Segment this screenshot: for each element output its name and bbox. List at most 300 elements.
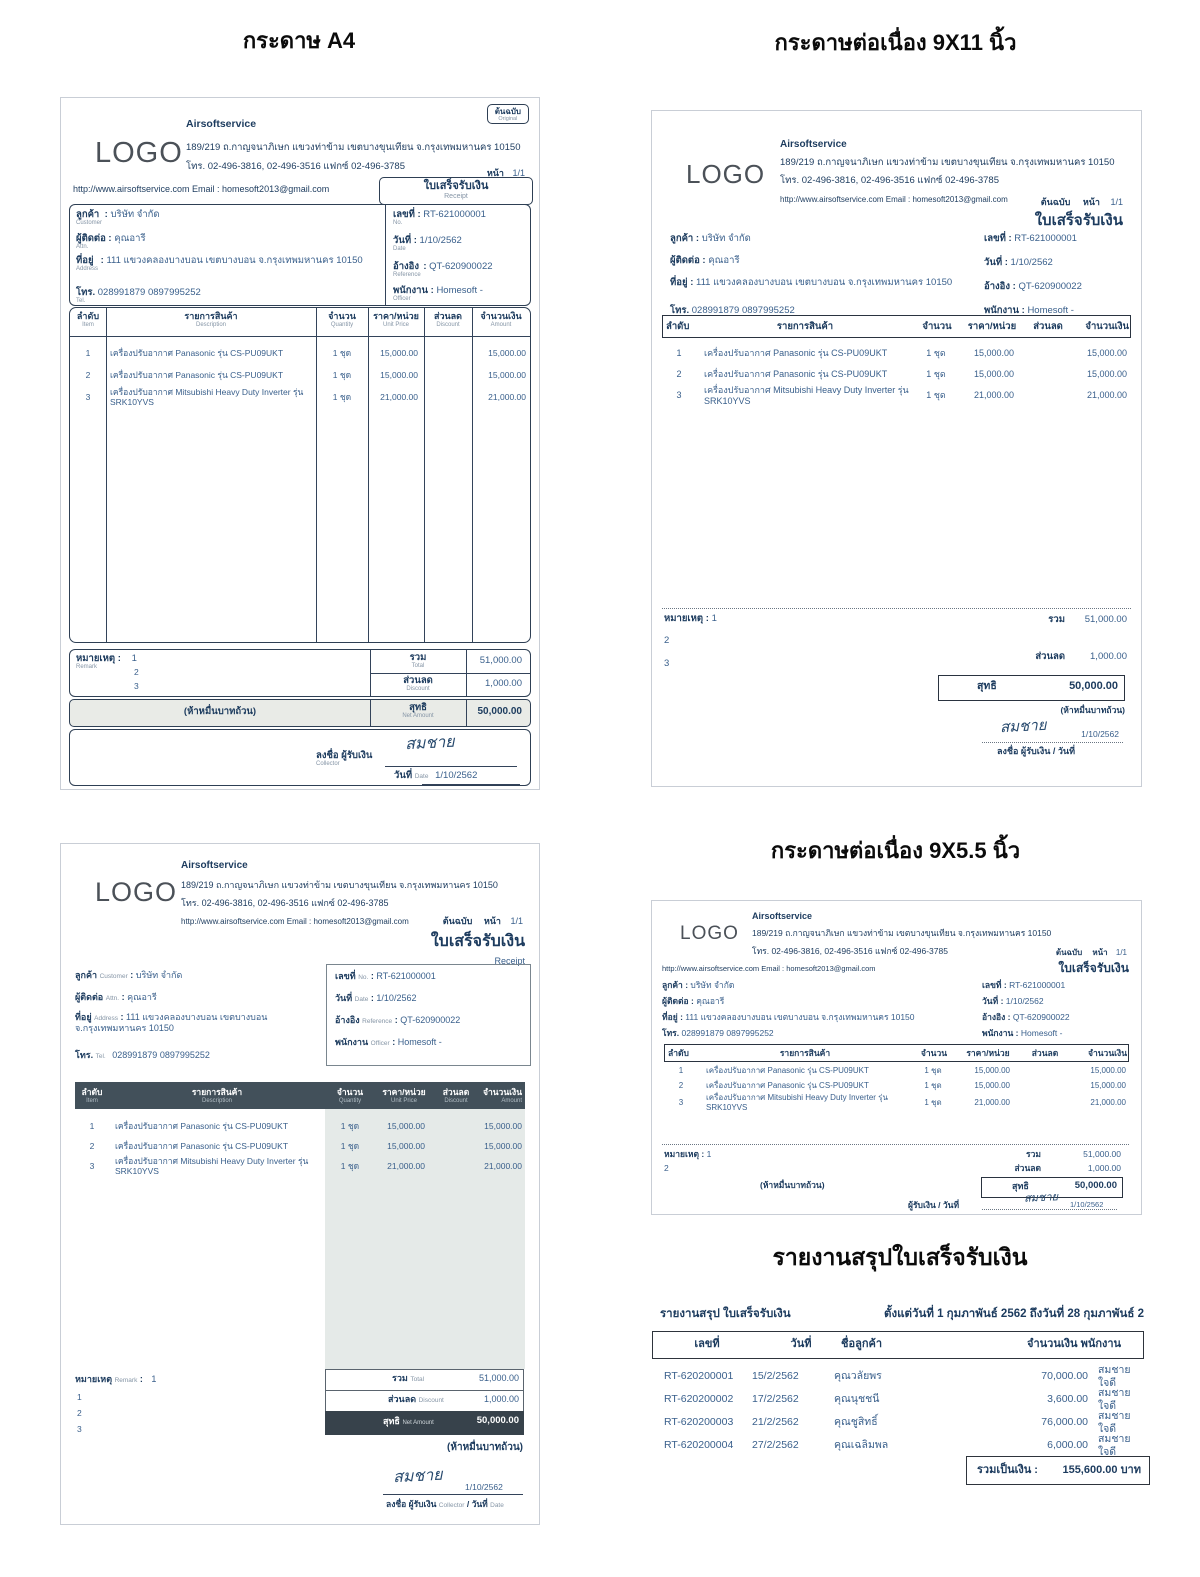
label: อ้างอิง (393, 261, 420, 272)
contact-line: ผู้ติดต่อ : คุณอารี (670, 255, 740, 266)
item-unit: 21,000.00 (380, 391, 418, 402)
items-table-header (664, 1044, 1129, 1062)
item-qty: 1 ชุด (332, 391, 352, 402)
label: โทร. (76, 287, 96, 298)
row-date: 27/2/2562 (752, 1439, 799, 1452)
label: ผู้ติดต่อ (76, 233, 106, 244)
remark-1: 1 (711, 613, 717, 624)
col-unit: ราคา/หน่วย (966, 1047, 1010, 1058)
row-amount: 70,000.00 (1041, 1370, 1088, 1383)
label: ลูกค้า (76, 209, 100, 220)
item-no: 1 (89, 1120, 95, 1131)
col-item: ลำดับ Item (81, 1087, 103, 1104)
original-page-indicator: ต้นฉบับ หน้า 1/1 (1055, 948, 1127, 957)
col-desc: รายการสินค้า Description (184, 311, 238, 328)
table-row (662, 385, 1131, 405)
total-label: รวม (1048, 614, 1065, 625)
date-line: วันที่ : 1/10/2562 (984, 257, 1053, 268)
col-qty: จำนวน Quantity (336, 1087, 364, 1104)
item-no: 3 (89, 1161, 95, 1172)
original-label: ต้นฉบับ (494, 107, 521, 116)
label: วันที่ (393, 235, 412, 246)
item-amount: 15,000.00 (484, 1140, 522, 1151)
company-address: 189/219 ถ.กาญจนาภิเษก แขวงท่าข้าม เขตบางขุนเทียน จ.กรุงเทพมหานคร 10150 (780, 157, 1115, 168)
table-row (70, 386, 530, 408)
colon: : (104, 209, 108, 220)
discount-label: ส่วนลด Discount (388, 1394, 444, 1404)
item-qty: 1 ชุด (926, 390, 946, 401)
net-value: 50,000.00 (477, 706, 522, 717)
label-en: Remark (76, 664, 98, 671)
col-disc: ส่วนลด (1031, 1047, 1059, 1058)
officer-line: พนักงาน : Homesoft - (982, 1028, 1063, 1038)
item-unit: 15,000.00 (973, 347, 1014, 358)
contact-line (76, 233, 146, 250)
company-address: 189/219 ถ.กาญจนาภิเษก แขวงท่าข้าม เขตบางขุนเทียน จ.กรุงเทพมหานคร 10150 (752, 928, 1052, 938)
company-phone: โทร. 02-496-3816, 02-496-3516 แฟกซ์ 02-496-3785 (780, 175, 999, 186)
row-no: RT-620200003 (664, 1416, 734, 1429)
table-row (664, 1063, 1129, 1078)
remark-3: 3 (77, 1424, 82, 1434)
item-amount: 15,000.00 (488, 347, 526, 358)
row-date: 17/2/2562 (752, 1393, 799, 1406)
table-row (662, 343, 1131, 363)
row-customer: คุณนุชชนี (834, 1393, 880, 1406)
net-amount-box (938, 675, 1125, 701)
col-desc: รายการสินค้า (779, 1047, 831, 1058)
ref-line (393, 261, 493, 278)
item-amount: 15,000.00 (1086, 347, 1127, 358)
item-amount: 15,000.00 (1090, 1080, 1126, 1090)
net-label: สุทธิ Net Amount (383, 1416, 434, 1426)
row-officer: สมชาย ใจดี (1098, 1433, 1131, 1458)
officer-line (393, 285, 483, 302)
remark-2: 2 (77, 1408, 82, 1418)
row-date: 21/2/2562 (752, 1416, 799, 1429)
item-qty: 1 ชุด (332, 369, 352, 380)
col-qty: จำนวน Quantity (328, 311, 356, 328)
label: เลขที่ (393, 209, 415, 220)
item-desc: เครื่องปรับอากาศ Mitsubishi Heavy Duty Inverter รุ่น SRK10YVS (704, 385, 909, 406)
original-page-indicator (1041, 197, 1123, 208)
signature-line (383, 1494, 523, 1495)
row-date: 15/2/2562 (752, 1370, 799, 1383)
item-qty: 1 ชุด (340, 1120, 360, 1131)
item-qty: 1 ชุด (924, 1097, 942, 1107)
row-customer: คุณวลัยพร (834, 1370, 882, 1383)
row-amount: 3,600.00 (1047, 1393, 1088, 1406)
col-no: เลขที่ (694, 1338, 720, 1351)
docno-line: เลขที่ : RT-621000001 (982, 980, 1066, 990)
table-row (662, 364, 1131, 384)
company-web: http://www.airsoftservice.com Email : homesoft2013@gmail.com (780, 195, 1008, 204)
item-no: 1 (85, 347, 91, 358)
col-disc: ส่วนลด (1033, 320, 1063, 332)
label-en: Attn. (76, 244, 89, 251)
item-no: 2 (676, 368, 682, 379)
report-total-box (966, 1456, 1150, 1485)
col-amount: จำนวนเงิน Amount (480, 311, 522, 328)
remark-2: 2 (134, 667, 139, 677)
sign-label: ผู้รับเงิน / วันที่ (908, 1200, 960, 1210)
doc-title: ใบเสร็จรับเงิน (423, 180, 489, 192)
report-row (652, 1387, 1144, 1412)
col-item: ลำดับ (668, 1047, 689, 1058)
company-logo: LOGO (95, 877, 178, 907)
sign-label: ลงชื่อ ผู้รับเงิน Collector (316, 750, 373, 768)
item-amount: 21,000.00 (1086, 390, 1127, 401)
page-label: หน้า (1082, 197, 1100, 207)
doc-title: ใบเสร็จรับเงิน (430, 933, 525, 950)
report-subtitle: รายงานสรุป ใบเสร็จรับเงิน (660, 1308, 791, 1320)
label: พนักงาน (393, 285, 428, 296)
divider (385, 205, 386, 305)
customer-line: ลูกค้า Customer : บริษัท จำกัด (75, 970, 183, 980)
tel-line: โทร. 028991879 0897995252 (670, 305, 795, 316)
doc-title-en: Receipt (444, 192, 468, 200)
sign-date-line (394, 770, 477, 781)
divider (662, 608, 1131, 609)
docno-line: เลขที่ No. : RT-621000001 (335, 971, 436, 981)
label-en: Officer (393, 296, 411, 303)
receipt-9x55 (651, 900, 1142, 1215)
row-officer: สมชาย ใจดี (1098, 1410, 1131, 1435)
item-qty: 1 ชุด (926, 368, 946, 379)
colon: : (417, 209, 421, 220)
item-unit: 21,000.00 (973, 390, 1014, 401)
row-customer: คุณเฉลิมพล (834, 1439, 889, 1452)
colon: : (100, 255, 104, 266)
sign-date-value: 1/10/2562 (1070, 1200, 1104, 1209)
customer-line: ลูกค้า : บริษัท จำกัด (662, 980, 735, 990)
items-table (69, 307, 531, 643)
item-qty: 1 ชุด (332, 347, 352, 358)
remark-total-box (69, 649, 531, 697)
col-amount: จำนวนเงิน (1085, 320, 1129, 332)
label-en: No. (393, 220, 403, 227)
item-unit: 15,000.00 (974, 1065, 1010, 1075)
ref-line: อ้างอิง Reference : QT-620900022 (335, 1015, 461, 1025)
label-en: Date (393, 246, 406, 253)
company-phone: โทร. 02-496-3816, 02-496-3516 แฟกซ์ 02-496-3785 (181, 898, 389, 908)
col-disc: ส่วนลด Discount (433, 311, 463, 328)
col-amount: จำนวนเงิน Amount (482, 1087, 522, 1104)
customer-info-box (69, 204, 531, 306)
label: วันที่ (394, 770, 413, 781)
page-label: หน้า (486, 168, 504, 178)
page-value: 1/1 (1110, 197, 1123, 207)
signature-line (982, 742, 1123, 743)
sign-date-value: 1/10/2562 (465, 1482, 503, 1492)
total-value: 155,600.00 (1062, 1463, 1118, 1476)
row-customer: คุณชูสิทธิ์ (834, 1416, 878, 1429)
items-table-header (75, 1082, 525, 1109)
col-item: ลำดับ Item (76, 311, 100, 328)
signature-box (69, 729, 531, 786)
item-unit: 15,000.00 (380, 369, 418, 380)
value: 028991879 0897995252 (97, 287, 201, 298)
remark-3: 3 (664, 658, 670, 669)
item-no: 2 (678, 1080, 684, 1090)
row-officer: สมชาย ใจดี (1098, 1364, 1131, 1389)
signature-line (982, 1209, 1117, 1210)
page-value: 1/1 (512, 168, 525, 178)
item-desc: เครื่องปรับอากาศ Mitsubishi Heavy Duty Inverter รุ่น SRK10YVS (115, 1156, 309, 1177)
row-no: RT-620200004 (664, 1439, 734, 1452)
value: QT-620900022 (429, 261, 493, 272)
total-label: รวม Total (392, 1373, 425, 1383)
item-desc: เครื่องปรับอากาศ Mitsubishi Heavy Duty Inverter รุ่น SRK10YVS (110, 386, 304, 407)
item-desc: เครื่องปรับอากาศ Panasonic รุ่น CS-PU09UKT (706, 1080, 869, 1090)
company-logo: LOGO (95, 137, 183, 169)
discount-label: ส่วนลด (1035, 651, 1065, 662)
table-row (75, 1136, 525, 1156)
net-amount-box (69, 699, 531, 727)
item-no: 3 (85, 391, 91, 402)
colon: : (117, 653, 121, 664)
date-line: วันที่ : 1/10/2562 (982, 996, 1044, 1006)
sign-label: ลงชื่อ ผู้รับเงิน Collector / วันที่ Date (386, 1499, 504, 1509)
total-value: 51,000.00 (1083, 1149, 1121, 1159)
receipt-title-tab (379, 177, 533, 205)
company-name: Airsoftservice (780, 139, 847, 150)
net-amount-text: (ห้าหมื่นบาทถ้วน) (183, 706, 257, 717)
company-name: Airsoftservice (752, 911, 813, 921)
sign-date-value: 1/10/2562 (1081, 729, 1119, 739)
date-line: วันที่ Date : 1/10/2562 (335, 993, 417, 1003)
signature: สมชาย (1023, 1190, 1059, 1205)
item-desc: เครื่องปรับอากาศ Panasonic รุ่น CS-PU09UKT (704, 347, 888, 358)
officer-line: พนักงาน : Homesoft - (984, 305, 1074, 316)
date-line (422, 784, 520, 785)
value: RT-621000001 (423, 209, 486, 220)
value: 111 แขวงคลองบางบอน เขตบางบอน จ.กรุงเทพมหานคร 10150 (106, 255, 363, 266)
item-no: 3 (676, 390, 682, 401)
item-no: 3 (678, 1097, 684, 1107)
item-amount: 15,000.00 (1090, 1065, 1126, 1075)
item-desc: เครื่องปรับอากาศ Panasonic รุ่น CS-PU09UKT (704, 368, 888, 379)
remark-line: หมายเหตุ : 1 (664, 1149, 712, 1159)
table-row (70, 342, 530, 364)
row-no: RT-620200002 (664, 1393, 734, 1406)
item-unit: 21,000.00 (387, 1161, 425, 1172)
total-unit: บาท (1120, 1463, 1141, 1476)
item-no: 1 (676, 347, 682, 358)
company-name: Airsoftservice (186, 118, 257, 130)
table-row (75, 1116, 525, 1136)
value: บริษัท จำกัด (110, 209, 160, 220)
item-amount: 15,000.00 (1086, 368, 1127, 379)
date-line (393, 235, 462, 252)
ref-line: อ้างอิง : QT-620900022 (984, 281, 1082, 292)
receipt-dark (60, 843, 540, 1525)
item-no: 2 (89, 1140, 95, 1151)
label: ที่อยู่ (76, 255, 94, 266)
doc-title: ใบเสร็จรับเงิน (1034, 212, 1123, 229)
discount-value: 1,000.00 (1087, 1163, 1121, 1173)
net-label: สุทธิ Net Amount (402, 702, 434, 720)
value: คุณอารี (114, 233, 146, 244)
report-table-header (652, 1331, 1144, 1359)
net-value: 50,000.00 (1069, 680, 1118, 692)
label-en: Date (414, 773, 429, 780)
col-customer: ชื่อลูกค้า (841, 1338, 883, 1351)
item-amount: 15,000.00 (488, 369, 526, 380)
col-desc: รายการสินค้า (776, 320, 834, 332)
divider (370, 673, 530, 674)
value: Homesoft - (436, 285, 483, 296)
col-qty: จำนวน (920, 1047, 948, 1058)
remark-inline: 1 (151, 1374, 157, 1384)
remark-2: 2 (664, 1163, 669, 1173)
customer-line (76, 209, 160, 226)
discount-row (325, 1390, 524, 1413)
col-unit: ราคา/หน่วย (967, 320, 1017, 332)
item-unit: 15,000.00 (380, 347, 418, 358)
label: หมายเหตุ (76, 653, 116, 664)
section-title-a4: กระดาษ A4 (242, 28, 356, 53)
ref-line: อ้างอิง : QT-620900022 (982, 1012, 1070, 1022)
net-row (325, 1411, 524, 1435)
remark-2: 2 (664, 635, 670, 646)
receipt-summary-report (650, 1238, 1150, 1577)
colon: : (430, 285, 434, 296)
company-web: http://www.airsoftservice.com Email : homesoft2013@gmail.com (181, 917, 409, 926)
company-name: Airsoftservice (181, 860, 248, 871)
col-amount: จำนวนเงิน (1087, 1047, 1127, 1058)
col-qty: จำนวน (922, 320, 952, 332)
label-en: Customer (76, 220, 103, 227)
company-address: 189/219 ถ.กาญจนาภิเษก แขวงท่าข้าม เขตบางขุนเทียน จ.กรุงเทพมหานคร 10150 (181, 880, 498, 890)
sign-label: ลงชื่อ ผู้รับเงิน / วันที่ (997, 746, 1076, 756)
total-value-group (1062, 1464, 1149, 1477)
report-date-range: ตั้งแต่วันที่ 1 กุมภาพันธ์ 2562 ถึงวันที่ 28 กุมภาพันธ์ 2 (884, 1308, 1144, 1320)
col-amount-officer: จำนวนเงิน พนักงาน (1027, 1338, 1122, 1351)
row-officer: สมชาย ใจดี (1098, 1387, 1131, 1412)
item-desc: เครื่องปรับอากาศ Panasonic รุ่น CS-PU09UKT (110, 347, 284, 358)
table-row (664, 1093, 1129, 1112)
item-qty: 1 ชุด (924, 1080, 942, 1090)
section-title-9x55: กระดาษต่อเนื่อง 9X5.5 นิ้ว (770, 838, 1021, 863)
remark-1: 1 (77, 1392, 82, 1402)
discount-value: 1,000.00 (485, 678, 522, 689)
signature: สมชาย (999, 715, 1047, 737)
receipt-a4 (60, 97, 540, 790)
original-label-en: Original (498, 115, 518, 122)
address-line: ที่อยู่ : 111 แขวงคลองบางบอน เขตบางบอน จ.กรุงเทพมหานคร 10150 (670, 277, 953, 288)
report-row (652, 1433, 1144, 1458)
item-desc: เครื่องปรับอากาศ Mitsubishi Heavy Duty Inverter รุ่น SRK10YVS (706, 1093, 888, 1112)
tel-line: โทร. Tel. 028991879 0897995252 (75, 1050, 210, 1060)
company-address: 189/219 ถ.กาญจนาภิเษก แขวงท่าข้าม เขตบางขุนเทียน จ.กรุงเทพมหานคร 10150 (186, 142, 521, 153)
discount-label: ส่วนลด Discount (403, 675, 433, 693)
original-page-indicator: ต้นฉบับ หน้า 1/1 (442, 916, 523, 926)
report-row (652, 1410, 1144, 1435)
receipt-9x11 (651, 110, 1142, 787)
item-unit: 15,000.00 (387, 1140, 425, 1151)
item-no: 1 (678, 1065, 684, 1075)
contact-line: ผู้ติดต่อ Attn. : คุณอารี (75, 992, 157, 1002)
item-desc: เครื่องปรับอากาศ Panasonic รุ่น CS-PU09UKT (110, 369, 284, 380)
item-desc: เครื่องปรับอากาศ Panasonic รุ่น CS-PU09UKT (706, 1065, 869, 1075)
signature-line (385, 766, 517, 767)
address-line: ที่อยู่ Address : 111 แขวงคลองบางบอน เขตบางบอน จ.กรุงเทพมหานคร 10150 (75, 1012, 268, 1033)
col-item: ลำดับ (666, 320, 690, 332)
col-unit: ราคา/หน่วย Unit Price (382, 1087, 426, 1104)
net-amount-text: (ห้าหมื่นบาทถ้วน) (1060, 705, 1125, 715)
row-amount: 6,000.00 (1047, 1439, 1088, 1452)
row-amount: 76,000.00 (1041, 1416, 1088, 1429)
net-amount-text: (ห้าหมื่นบาทถ้วน) (447, 1442, 523, 1453)
value: 1/10/2562 (419, 235, 462, 246)
item-no: 2 (85, 369, 91, 380)
item-qty: 1 ชุด (924, 1065, 942, 1075)
report-title: รายงานสรุปใบเสร็จรับเงิน (772, 1244, 1028, 1270)
items-table-header (70, 308, 530, 337)
remark-3: 3 (134, 681, 139, 691)
tel-line (76, 287, 201, 304)
total-label: รวมเป็นเงิน : (977, 1463, 1038, 1476)
item-qty: 1 ชุด (926, 347, 946, 358)
value: 1/10/2562 (435, 770, 478, 781)
colon: : (413, 235, 417, 246)
address-line: ที่อยู่ : 111 แขวงคลองบางบอน เขตบางบอน จ.กรุงเทพมหานคร 10150 (662, 1012, 915, 1022)
item-amount: 15,000.00 (484, 1120, 522, 1131)
doc-info-box (326, 964, 531, 1066)
report-row (652, 1364, 1144, 1389)
item-desc: เครื่องปรับอากาศ Panasonic รุ่น CS-PU09UKT (115, 1140, 289, 1151)
doc-title-en: Receipt (494, 956, 525, 966)
net-amount-text: (ห้าหมื่นบาทถ้วน) (760, 1180, 825, 1190)
divider (662, 1144, 1129, 1145)
signature: สมชาย (404, 731, 455, 754)
net-value: 50,000.00 (476, 1415, 519, 1426)
officer-line: พนักงาน Officer : Homesoft - (335, 1037, 442, 1047)
docno-line (393, 209, 486, 226)
item-unit: 15,000.00 (387, 1120, 425, 1131)
net-label: สุทธิ (977, 680, 997, 692)
label-en: Address (76, 266, 99, 273)
doc-title: ใบเสร็จรับเงิน (1058, 961, 1129, 975)
row-no: RT-620200001 (664, 1370, 734, 1383)
item-qty: 1 ชุด (340, 1140, 360, 1151)
item-unit: 15,000.00 (974, 1080, 1010, 1090)
company-web: http://www.airsoftservice.com Email : homesoft2013@gmail.com (662, 964, 876, 973)
net-label: สุทธิ (1012, 1181, 1029, 1191)
docno-line: เลขที่ : RT-621000001 (984, 233, 1077, 244)
company-logo: LOGO (686, 159, 766, 189)
table-row (75, 1156, 525, 1176)
company-phone: โทร. 02-496-3816, 02-496-3516 แฟกซ์ 02-496-3785 (752, 946, 948, 956)
item-unit: 15,000.00 (973, 368, 1014, 379)
total-value: 51,000.00 (479, 655, 522, 666)
remark-line: หมายเหตุ : 1 (664, 613, 717, 624)
item-desc: เครื่องปรับอากาศ Panasonic รุ่น CS-PU09UKT (115, 1120, 289, 1131)
col-unit: ราคา/หน่วย Unit Price (373, 311, 419, 328)
table-row (664, 1078, 1129, 1093)
address-line (76, 255, 363, 272)
discount-label: ส่วนลด (1014, 1163, 1041, 1173)
remark-line (76, 653, 137, 670)
company-phone: โทร. 02-496-3816, 02-496-3516 แฟกซ์ 02-496-3785 (186, 161, 405, 172)
total-label: รวม Total (409, 652, 427, 670)
label-en: Reference (393, 272, 421, 279)
customer-line: ลูกค้า : บริษัท จำกัด (670, 233, 751, 244)
colon: : (108, 233, 112, 244)
table-row (70, 364, 530, 386)
company-web: http://www.airsoftservice.com Email : homesoft2013@gmail.com (73, 184, 330, 194)
items-table-header (662, 315, 1131, 338)
